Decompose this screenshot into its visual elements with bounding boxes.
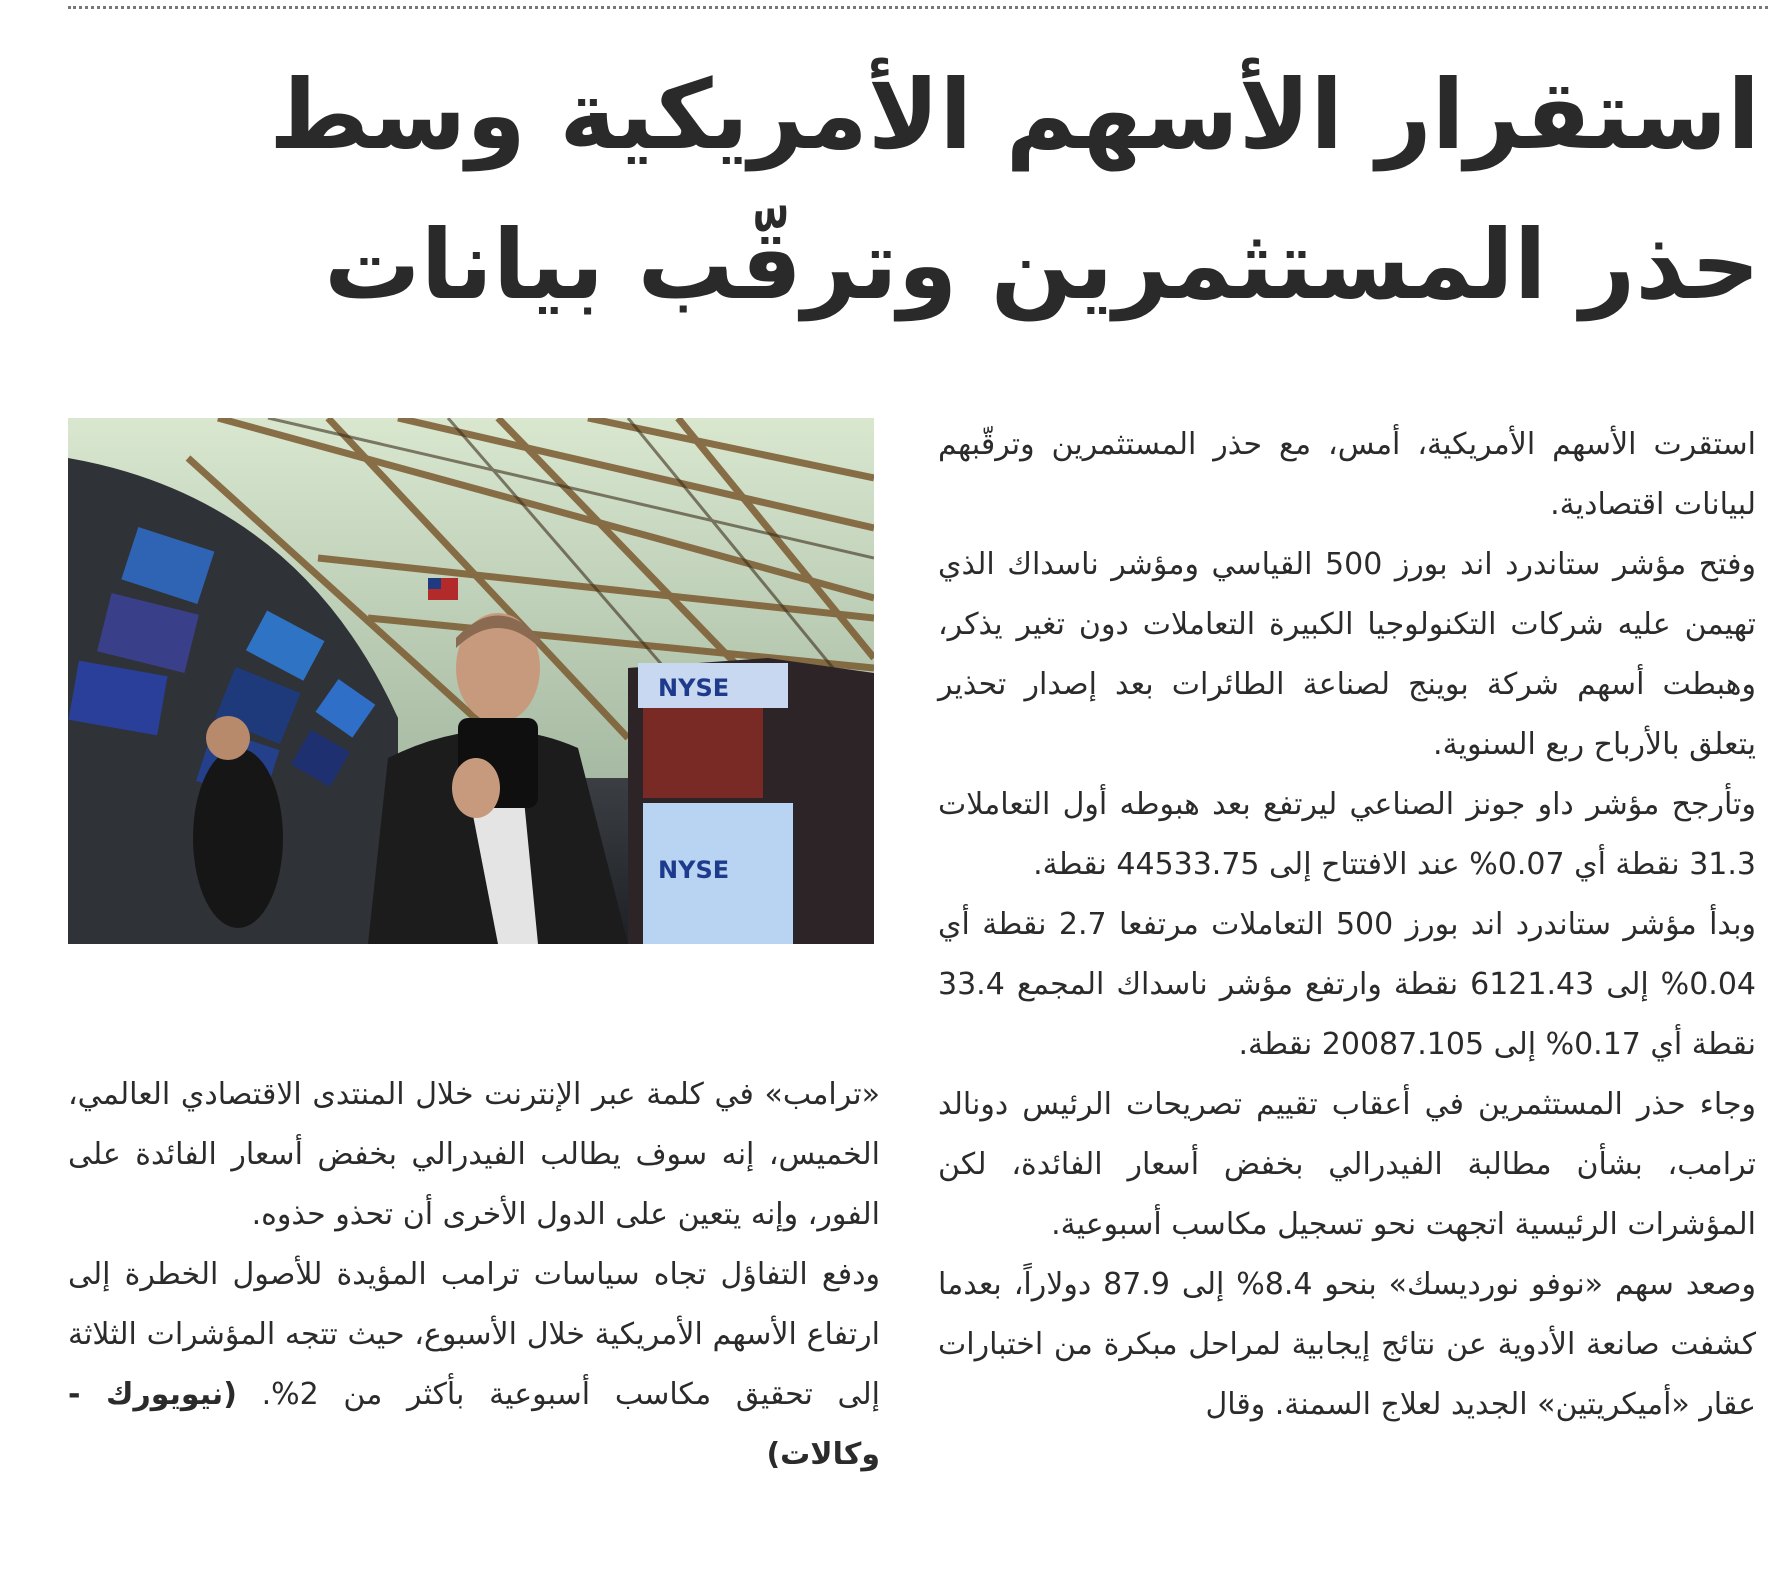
paragraph: وجاء حذر المستثمرين في أعقاب تقييم تصريحات الرئيس دونالد ترامب، بشأن مطالبة الفيدرالي بخفض أسعار الفائدة، لكن المؤشرات الرئيسية اتجهت نحو تسجيل مكاسب أسبوعية.	[938, 1087, 1756, 1242]
nyse-sign-top: NYSE	[658, 674, 730, 702]
trading-floor-illustration	[68, 418, 874, 944]
stock-exchange-photo	[68, 418, 874, 944]
headline-line-1: استقرار الأسهم الأمريكية وسط	[269, 59, 1760, 171]
paragraph: وتأرجح مؤشر داو جونز الصناعي ليرتفع بعد هبوطه أول التعاملات 31.3 نقطة أي 0.07% عند الافتتاح إلى 44533.75 نقطة.	[938, 787, 1756, 882]
paragraph: وصعد سهم «نوفو نورديسك» بنحو 8.4% إلى 87.9 دولاراً، بعدما كشفت صانعة الأدوية عن نتائج إيجابية لمراحل مبكرة من اختبارات عقار «أميكريتين» الجديد لعلاج السمنة. وقال	[938, 1267, 1757, 1422]
paragraph: «ترامب» في كلمة عبر الإنترنت خلال المنتدى الاقتصادي العالمي، الخميس، إنه سوف يطالب الفيدرالي بخفض أسعار الفائدة على الفور، وإنه يتعين على الدول الأخرى أن تحذو حذوه.	[68, 1077, 880, 1232]
top-dotted-rule	[68, 6, 1768, 9]
article-headline	[269, 40, 1760, 340]
paragraph: وفتح مؤشر ستاندرد اند بورز 500 القياسي ومؤشر ناسداك الذي تهيمن عليه شركات التكنولوجيا الكبيرة التعاملات دون تغير يذكر، وهبطت أسهم شركة بوينج لصناعة الطائرات بعد إصدار تحذير يتعلق بالأرباح ربع السنوية.	[938, 547, 1756, 762]
article-source: (نيويورك - وكالات)	[68, 1377, 880, 1472]
nyse-sign-bottom: NYSE	[658, 856, 730, 884]
article-column-left	[68, 1065, 880, 1485]
headline-line-2: حذر المستثمرين وترقّب بيانات	[324, 209, 1760, 321]
paragraph: وبدأ مؤشر ستاندرد اند بورز 500 التعاملات مرتفعا 2.7 نقطة أي 0.04% إلى 6121.43 نقطة وارتفع مؤشر ناسداك المجمع 33.4 نقطة أي 0.17% إلى 20087.105 نقطة.	[938, 907, 1756, 1062]
article-column-right	[938, 415, 1756, 1435]
paragraph: استقرت الأسهم الأمريكية، أمس، مع حذر المستثمرين وترقّبهم لبيانات اقتصادية.	[938, 427, 1756, 522]
paragraph	[68, 1245, 880, 1485]
paragraph-text: ودفع التفاؤل تجاه سياسات ترامب المؤيدة للأصول الخطرة إلى ارتفاع الأسهم الأمريكية خلال الأسبوع، حيث تتجه المؤشرات الثلاثة إلى تحقيق مكاسب أسبوعية بأكثر من 2%.	[68, 1257, 880, 1412]
